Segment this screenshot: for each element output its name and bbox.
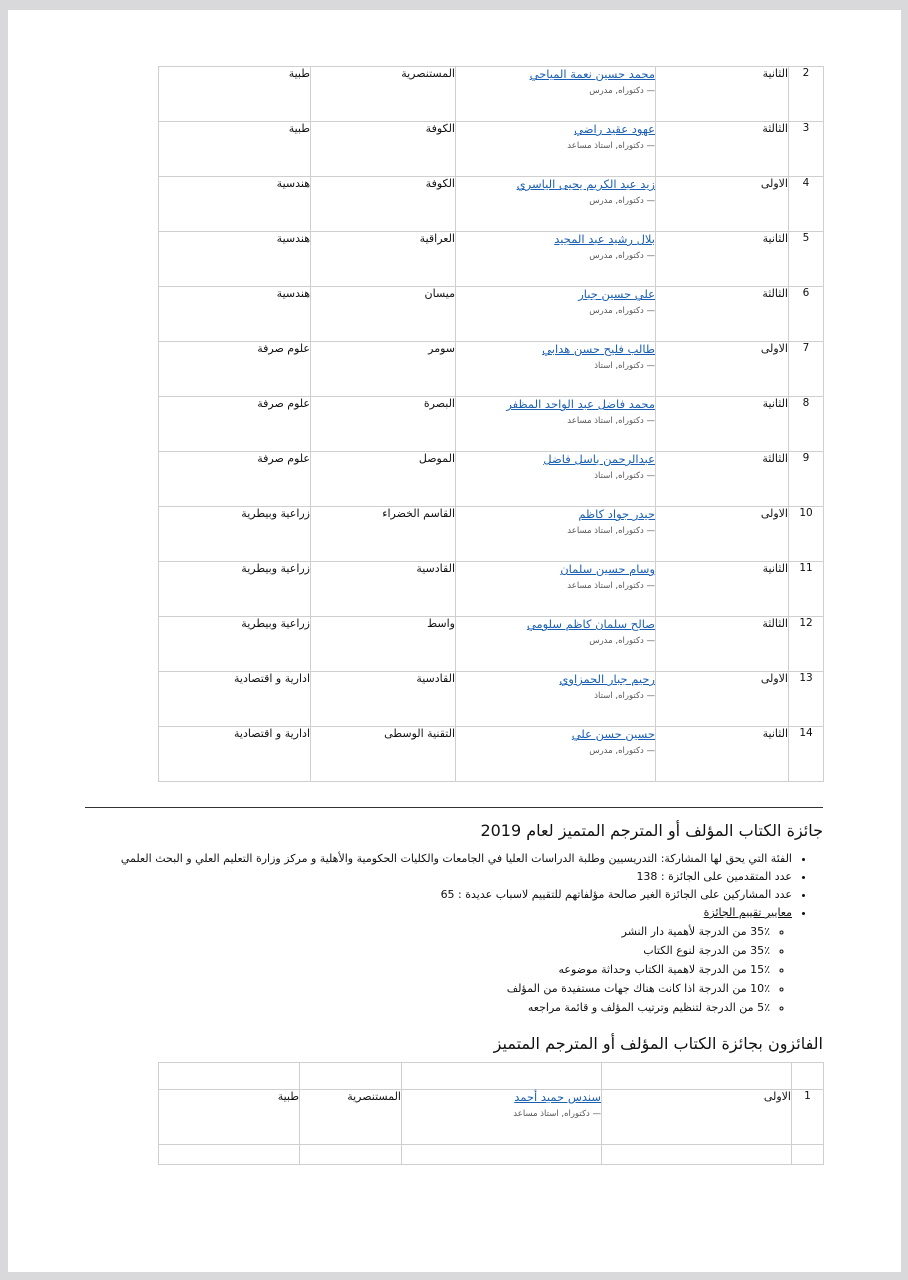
winner-degree: — دكتوراه, مدرس [589, 636, 655, 646]
winner-name-link[interactable]: حسين حسن علي [571, 727, 655, 741]
prize-category: الثانية [656, 67, 789, 122]
winner-cell [456, 287, 656, 342]
field-name: زراعية وبيطرية [159, 617, 311, 672]
winner-name-link[interactable]: طالب فليح حسن هدابي [542, 342, 655, 356]
field-name: طبية [159, 67, 311, 122]
row-number: 13 [789, 672, 824, 727]
university-name: العراقية [311, 232, 456, 287]
winner-name-link[interactable]: حيدر جواد كاظم [578, 507, 655, 521]
row-number: 12 [789, 617, 824, 672]
winner-cell [456, 67, 656, 122]
winner-degree: — دكتوراه, مدرس [589, 306, 655, 316]
row-number: 14 [789, 727, 824, 782]
winner-degree: — دكتوراه, استاذ مساعد [567, 141, 655, 151]
criteria-organization: ◦ 5٪ من الدرجة لتنظيم وترتيب المؤلف و قائمة مراجعه [121, 998, 770, 1017]
table-row [159, 507, 824, 562]
winner-name-link[interactable]: محمد حسين نعمة المياحي [529, 67, 655, 81]
table-row [159, 122, 824, 177]
table-row [159, 672, 824, 727]
prize-category: الثانية [656, 562, 789, 617]
winner-degree: — دكتوراه, استاذ مساعد [567, 581, 655, 591]
field-name: طبية [159, 1090, 300, 1145]
winner-cell [456, 727, 656, 782]
winner-cell [456, 617, 656, 672]
field-name: زراعية وبيطرية [159, 562, 311, 617]
winner-cell [456, 232, 656, 287]
criteria-publisher: ◦ 35٪ من الدرجة لأهمية دار النشر [121, 922, 770, 941]
row-number: 3 [789, 122, 824, 177]
book-award-winners-table [158, 1062, 824, 1165]
winners-table-previous [158, 66, 824, 782]
prize-category: الثالثة [656, 617, 789, 672]
table-row [159, 232, 824, 287]
row-number: 1 [792, 1090, 824, 1145]
row-number: 7 [789, 342, 824, 397]
winner-name-link[interactable]: عهود عقيد راضي [574, 122, 655, 136]
field-name: ادارية و اقتصادية [159, 727, 311, 782]
winner-name-link[interactable]: وسام حسين سلمان [560, 562, 655, 576]
winner-degree: — دكتوراه, مدرس [589, 86, 655, 96]
field-name: ادارية و اقتصادية [159, 672, 311, 727]
winner-degree: — دكتوراه, مدرس [589, 196, 655, 206]
university-name: الموصل [311, 452, 456, 507]
winner-cell [402, 1090, 602, 1145]
winner-cell [456, 452, 656, 507]
prize-category: الثانية [656, 397, 789, 452]
prize-category: الاولى [656, 507, 789, 562]
winner-name-link[interactable]: زيد عبد الكريم يحيى الياسري [516, 177, 655, 191]
winner-name-link[interactable]: بلال رشيد عبد المجيد [554, 232, 655, 246]
applicants-count-item: • عدد المتقدمين على الجائزة : 138 [121, 868, 792, 886]
winner-cell [456, 177, 656, 232]
row-number: 9 [789, 452, 824, 507]
eligibility-item: • الفئة التي يحق لها المشاركة: التدريسيين وطلبة الدراسات العليا في الجامعات والكليات الحكومية والأهلية و مركز وزارة التعليم العلي و البحث العلمي [121, 850, 792, 868]
prize-category: الاولى [656, 342, 789, 397]
field-name: طبية [159, 122, 311, 177]
field-name: علوم صرفة [159, 397, 311, 452]
university-name: القادسية [311, 672, 456, 727]
criteria-beneficiaries: ◦ 10٪ من الدرجة اذا كانت هناك جهات مستفيدة من المؤلف [121, 979, 770, 998]
row-number: 11 [789, 562, 824, 617]
table-row [159, 67, 824, 122]
university-name: القادسية [311, 562, 456, 617]
field-name: علوم صرفة [159, 452, 311, 507]
criteria-importance: ◦ 15٪ من الدرجة لاهمية الكتاب وحداثة موضوعه [121, 960, 770, 979]
prize-category: الاولى [656, 672, 789, 727]
university-name: ميسان [311, 287, 456, 342]
winner-cell [456, 397, 656, 452]
table-row [159, 1145, 824, 1165]
university-name: البصرة [311, 397, 456, 452]
winner-degree: — دكتوراه, استاذ مساعد [567, 526, 655, 536]
field-name: هندسية [159, 287, 311, 342]
field-name: زراعية وبيطرية [159, 507, 311, 562]
prize-category: الاولى [656, 177, 789, 232]
university-name: الكوفة [311, 122, 456, 177]
winner-cell [456, 342, 656, 397]
field-name: علوم صرفة [159, 342, 311, 397]
table-row [159, 452, 824, 507]
table-row [159, 287, 824, 342]
university-name: المستنصرية [300, 1090, 402, 1145]
row-number: 5 [789, 232, 824, 287]
table-row [159, 727, 824, 782]
winner-degree: — دكتوراه, استاذ [594, 471, 655, 481]
prize-category: الثانية [656, 232, 789, 287]
winner-name-link[interactable]: سندس حميد أحمد [514, 1090, 601, 1104]
row-number: 6 [789, 287, 824, 342]
winner-degree: — دكتوراه, مدرس [589, 251, 655, 261]
university-name: المستنصرية [311, 67, 456, 122]
award-section-title: جائزة الكتاب المؤلف أو المترجم المتميز لعام 2019 [480, 821, 823, 840]
winner-name-link[interactable]: محمد فاضل عبد الواحد المظفر [506, 397, 655, 411]
winner-degree: — دكتوراه, استاذ مساعد [513, 1109, 601, 1119]
winner-cell [456, 507, 656, 562]
prize-category: الثانية [656, 727, 789, 782]
document-page [8, 10, 901, 1272]
university-name: القاسم الخضراء [311, 507, 456, 562]
winner-cell [456, 122, 656, 177]
winner-cell [456, 672, 656, 727]
prize-category: الاولى [602, 1090, 792, 1145]
prize-category: الثالثة [656, 452, 789, 507]
table-row [159, 617, 824, 672]
field-name: هندسية [159, 177, 311, 232]
winner-name-link[interactable]: عبدالرحمن باسل فاضل [543, 452, 655, 466]
row-number: 8 [789, 397, 824, 452]
table-row [159, 1090, 824, 1145]
table-row [159, 342, 824, 397]
row-number: 2 [789, 67, 824, 122]
university-name: واسط [311, 617, 456, 672]
prize-category: الثالثة [656, 122, 789, 177]
section-divider [85, 807, 823, 808]
table-row [159, 177, 824, 232]
row-number: 10 [789, 507, 824, 562]
winner-degree: — دكتوراه, استاذ [594, 361, 655, 371]
table-header-row [159, 1063, 824, 1090]
prize-category: الثالثة [656, 287, 789, 342]
winner-name-link[interactable]: علي حسين جبار [578, 287, 655, 301]
table-row [159, 397, 824, 452]
criteria-label: معايير تقييم الجائزة [703, 906, 792, 919]
university-name: سومر [311, 342, 456, 397]
university-name: التقنية الوسطى [311, 727, 456, 782]
criteria-list [121, 922, 792, 1017]
invalid-count-item: • عدد المشاركين على الجائزة الغير صالحة مؤلفاتهم للتقييم لاسباب عديدة : 65 [121, 886, 792, 904]
winner-name-link[interactable]: رحيم جبار الحمزاوي [559, 672, 655, 686]
winners-section-title: الفائزون بجائزة الكتاب المؤلف أو المترجم المتميز [493, 1034, 823, 1053]
table-row [159, 562, 824, 617]
university-name: الكوفة [311, 177, 456, 232]
row-number: 4 [789, 177, 824, 232]
field-name: هندسية [159, 232, 311, 287]
winner-degree: — دكتوراه, استاذ مساعد [567, 416, 655, 426]
winner-name-link[interactable]: صالح سلمان كاظم سلومي [526, 617, 655, 631]
award-details-list [121, 850, 806, 1017]
winner-degree: — دكتوراه, مدرس [589, 746, 655, 756]
criteria-book-type: ◦ 35٪ من الدرجة لنوع الكتاب [121, 941, 770, 960]
criteria-item [121, 904, 792, 1017]
winner-degree: — دكتوراه, استاذ [594, 691, 655, 701]
winner-cell [456, 562, 656, 617]
